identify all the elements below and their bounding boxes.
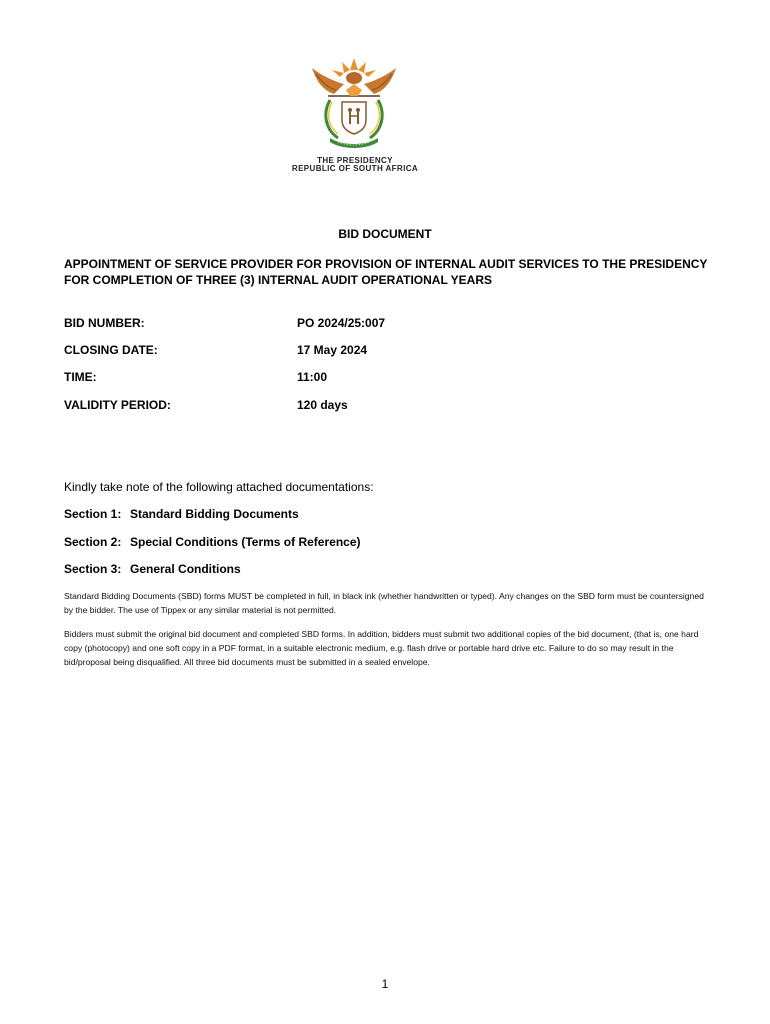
intro-text: Kindly take note of the following attached documentations: (64, 480, 374, 494)
bird-head (346, 72, 362, 84)
validity-period-value: 120 days (297, 398, 348, 412)
time-label: TIME: (64, 370, 97, 384)
issuer-name-line: THE PRESIDENCY (317, 156, 393, 165)
section-title: Standard Bidding Documents (130, 507, 299, 521)
bid-number-label: BID NUMBER: (64, 316, 145, 330)
page-number: 1 (381, 977, 389, 991)
section-title: Special Conditions (Terms of Reference) (130, 535, 361, 549)
closing-date-value: 17 May 2024 (297, 343, 368, 357)
validity-period-label: VALIDITY PERIOD: (64, 398, 171, 412)
motto-ribbon (330, 138, 378, 148)
bid-number-value: PO 2024/25:007 (297, 316, 386, 330)
section-number: Section 2: (64, 535, 122, 549)
document-title: BID DOCUMENT (338, 227, 432, 241)
closing-date-label: CLOSING DATE: (64, 343, 158, 357)
document-subject: APPOINTMENT OF SERVICE PROVIDER FOR PROVISION OF INTERNAL AUDIT SERVICES TO THE PRESIDENCY FOR COMPLETION OF THREE (3) INTERNAL AUDIT OPERATIONAL YEARS (64, 257, 708, 287)
coat-of-arms-logo (308, 50, 400, 150)
sbd-instructions-paragraph: Standard Bidding Documents (SBD) forms MUST be completed in full, in black ink (whether handwritten or typed). Any changes on the SBD form must be countersigned by the bidder. The use of Tippex or any similar material is not permitted. (64, 591, 704, 615)
protea-flower (346, 84, 362, 96)
section-title: General Conditions (130, 562, 241, 576)
time-value: 11:00 (297, 370, 328, 384)
section-number: Section 3: (64, 562, 122, 576)
shield (342, 102, 366, 134)
section-number: Section 1: (64, 507, 122, 521)
issuer-country-line: REPUBLIC OF SOUTH AFRICA (291, 164, 419, 173)
submission-instructions-paragraph: Bidders must submit the original bid document and completed SBD forms. In addition, bidders must submit two additional copies of the bid document, (that is, one hard copy (photocopy) and one soft copy in a PDF format, in a suitable electronic medium, e.g. flash drive or portable hard drive etc. Failure to do so may result in the bid/proposal being disqualified. All three bid documents must be submitted in a sealed envelope. (64, 629, 699, 667)
